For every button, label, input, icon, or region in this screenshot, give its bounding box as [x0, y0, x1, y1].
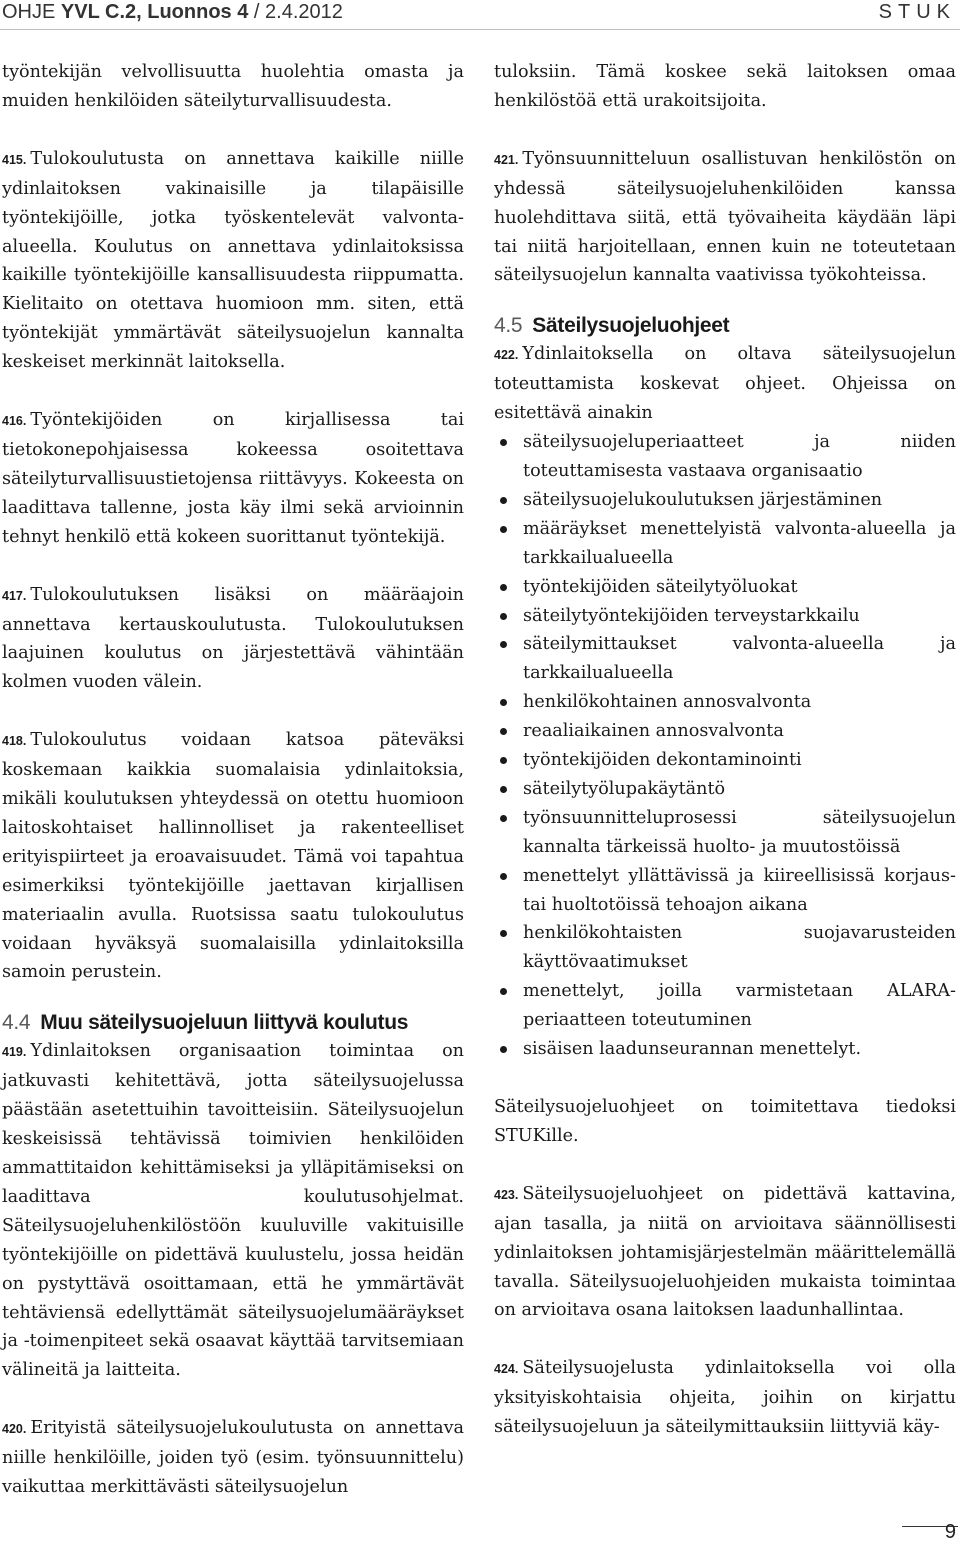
list-item: säteilytyöntekijöiden terveystarkkailu [494, 602, 956, 631]
page-header [0, 0, 960, 30]
paragraph-415 [2, 145, 464, 377]
section-title: Säteilysuojeluohjeet [532, 314, 730, 338]
paragraph-number: 421. [494, 152, 519, 167]
publisher-name: STUK [878, 1, 956, 23]
paragraph-418 [2, 726, 464, 987]
paragraph-text: Säteilysuojeluohjeet on toimitettava tiedoksi STUKille. [494, 1097, 956, 1146]
paragraph-text: tuloksiin. Tämä koskee sekä laitoksen omaa henkilöstöä että urakoitsijoita. [494, 62, 956, 111]
paragraph-text: Säteilysuojelusta ydinlaitoksella voi olla yksityiskohtaisia ohjeita, joihin on kirjattu säteilysuojeluun ja säteilymittauksiin liittyviä käy- [494, 1358, 956, 1438]
paragraph-continuation [2, 58, 464, 116]
paragraph-420 [2, 1414, 464, 1502]
paragraph-continuation [494, 58, 956, 116]
paragraph-text: Ydinlaitoksella on oltava säteilysuojelun toteuttamista koskevat ohjeet. Ohjeissa on esitettävä ainakin [494, 344, 956, 424]
paragraph-419 [2, 1037, 464, 1385]
paragraph-text: Tulokoulutus voidaan katsoa päteväksi koskemaan kaikkia suomalaisia ydinlaitoksia, mikäli koulutuksen yhteydessä on otettu huomioon laitoskohtaiset hallinnolliset ja rakenteelliset erityispiirteet ja eroavaisuudet. Tämä voi tapahtua esimerkiksi työntekijöille jaettavan kirjallisen materiaalin avulla. Ruotsissa saatu tulokoulutus voidaan hyväksyä suomalaisilla ydinlaitoksilla samoin perustein. [2, 730, 464, 983]
paragraph-text: Työntekijöiden on kirjallisessa tai tietokonepohjaisessa kokeessa osoitettava säteilyturvallisuustietojensa riittävyys. Kokeesta on laadittava tallenne, josta käy ilmi sekä arvioinnin tehnyt henkilö että kokeen suorittanut työntekijä. [2, 410, 464, 547]
section-number: 4.4 [2, 1011, 31, 1035]
paragraph-424 [494, 1354, 956, 1442]
list-item: menettelyt, joilla varmistetaan ALARA-periaatteen toteutuminen [494, 977, 956, 1035]
paragraph-text: työntekijän velvollisuutta huolehtia omasta ja muiden henkilöiden säteilyturvallisuudesta. [2, 62, 464, 111]
section-title: Muu säteilysuojeluun liittyvä koulutus [40, 1011, 409, 1035]
section-heading-4-5 [494, 311, 956, 340]
paragraph-423 [494, 1180, 956, 1326]
doc-date: / 2.4.2012 [248, 1, 343, 23]
left-column [2, 58, 464, 1531]
list-item: reaaliaikainen annosvalvonta [494, 717, 956, 746]
paragraph-417 [2, 581, 464, 698]
section-number: 4.5 [494, 314, 523, 338]
list-item: säteilymittaukset valvonta-alueella ja tarkkailualueella [494, 630, 956, 688]
paragraph-number: 418. [2, 734, 27, 749]
bullet-list [494, 428, 956, 1064]
list-item: säteilysuojeluperiaatteet ja niiden toteuttamisesta vastaava organisaatio [494, 428, 956, 486]
paragraph-number: 422. [494, 348, 519, 363]
list-item: säteilytyölupakäytäntö [494, 775, 956, 804]
paragraph-422 [494, 340, 956, 428]
paragraph-text: Työnsuunnitteluun osallistuvan henkilöstön on yhdessä säteilysuojeluhenkilöiden kanssa huolehdittava siitä, että työvaiheita käydään läpi tai niitä harjoitellaan, ennen kuin ne toteutetaan säteilysuojelun kannalta vaativissa työkohteissa. [494, 148, 956, 286]
paragraph-text: Tulokoulutusta on annettava kaikille niille ydinlaitoksen vakinaisille ja tilapäisille työntekijöille, jotka työskentelevät valvonta-alueella. Koulutus on annettava ydinlaitoksissa kaikille työntekijöille kansallisuudesta riippumatta. Kielitaito on otettava huomioon mm. siten, että työntekijät ymmärtävät säteilysuojelun kannalta keskeiset merkinnät laitoksella. [2, 148, 464, 373]
list-item: sisäisen laadunseurannan menettelyt. [494, 1035, 956, 1064]
paragraph-number: 415. [2, 152, 27, 167]
paragraph-stuk [494, 1093, 956, 1151]
list-item: työntekijöiden dekontaminointi [494, 746, 956, 775]
list-item: työnsuunnitteluprosessi säteilysuojelun kannalta tärkeissä huolto- ja muutostöissä [494, 804, 956, 862]
doc-type: OHJE [2, 1, 61, 23]
paragraph-number: 420. [2, 1422, 27, 1437]
list-item: menettelyt yllättävissä ja kiireellisissä korjaus- tai huoltotöissä tehoajon aikana [494, 862, 956, 920]
paragraph-421 [494, 145, 956, 291]
right-column [494, 58, 956, 1471]
paragraph-text: Tulokoulutuksen lisäksi on määräajoin annettava kertauskoulutusta. Tulokoulutuksen laajuinen koulutus on järjestettävä vähintään kolmen vuoden välein. [2, 584, 464, 693]
paragraph-text: Säteilysuojeluohjeet on pidettävä kattavina, ajan tasalla, ja niitä on arvioitava säännöllisesti ydinlaitoksen johtamisjärjestelmän määrittelemällä tavalla. Säteilysuojeluohjeiden mukaista toimintaa on arvioitava osana laitoksen laadunhallintaa. [494, 1183, 956, 1321]
paragraph-text: Erityistä säteilysuojelukoulutusta on annettava niille henkilöille, joiden työ (esim. työnsuunnittelu) vaikuttaa merkittävästi säteilysuojelun [2, 1418, 464, 1498]
doc-code: YVL C.2, Luonnos 4 [60, 1, 249, 23]
paragraph-number: 419. [2, 1045, 27, 1060]
list-item: työntekijöiden säteilytyöluokat [494, 573, 956, 602]
page-number: 9 [944, 1521, 956, 1543]
paragraph-number: 423. [494, 1187, 519, 1202]
list-item: henkilökohtaisten suojavarusteiden käyttövaatimukset [494, 919, 956, 977]
list-item: määräykset menettelyistä valvonta-alueella ja tarkkailualueella [494, 515, 956, 573]
list-item: henkilökohtainen annosvalvonta [494, 688, 956, 717]
section-heading-4-4 [2, 1008, 464, 1037]
paragraph-number: 424. [494, 1362, 519, 1377]
document-identifier [2, 1, 343, 24]
paragraph-number: 416. [2, 414, 27, 429]
list-item: säteilysuojelukoulutuksen järjestäminen [494, 486, 956, 515]
paragraph-416 [2, 406, 464, 552]
header-rule [0, 29, 960, 30]
paragraph-number: 417. [2, 588, 27, 603]
paragraph-text: Ydinlaitoksen organisaation toimintaa on jatkuvasti kehitettävä, jotta säteilysuojelussa päästään asetettuihin tavoitteisiin. Säteilysuojelun keskeisissä tehtävissä toimivien henkilöiden ammattitaidon kehittämiseksi ja ylläpitämiseksi on laadittava koulutusohjelmat. Säteilysuojeluhenkilöstöön kuuluville vakituisille työntekijöille on pidettävä kuulustelu, jossa heidän on pystyttävä osoittamaan, että he ymmärtävät tehtäviensä edellyttämät säteilysuojelumääräykset ja -toimenpiteet sekä osaavat käyttää tarvitsemiaan välineitä ja laitteita. [2, 1041, 464, 1381]
